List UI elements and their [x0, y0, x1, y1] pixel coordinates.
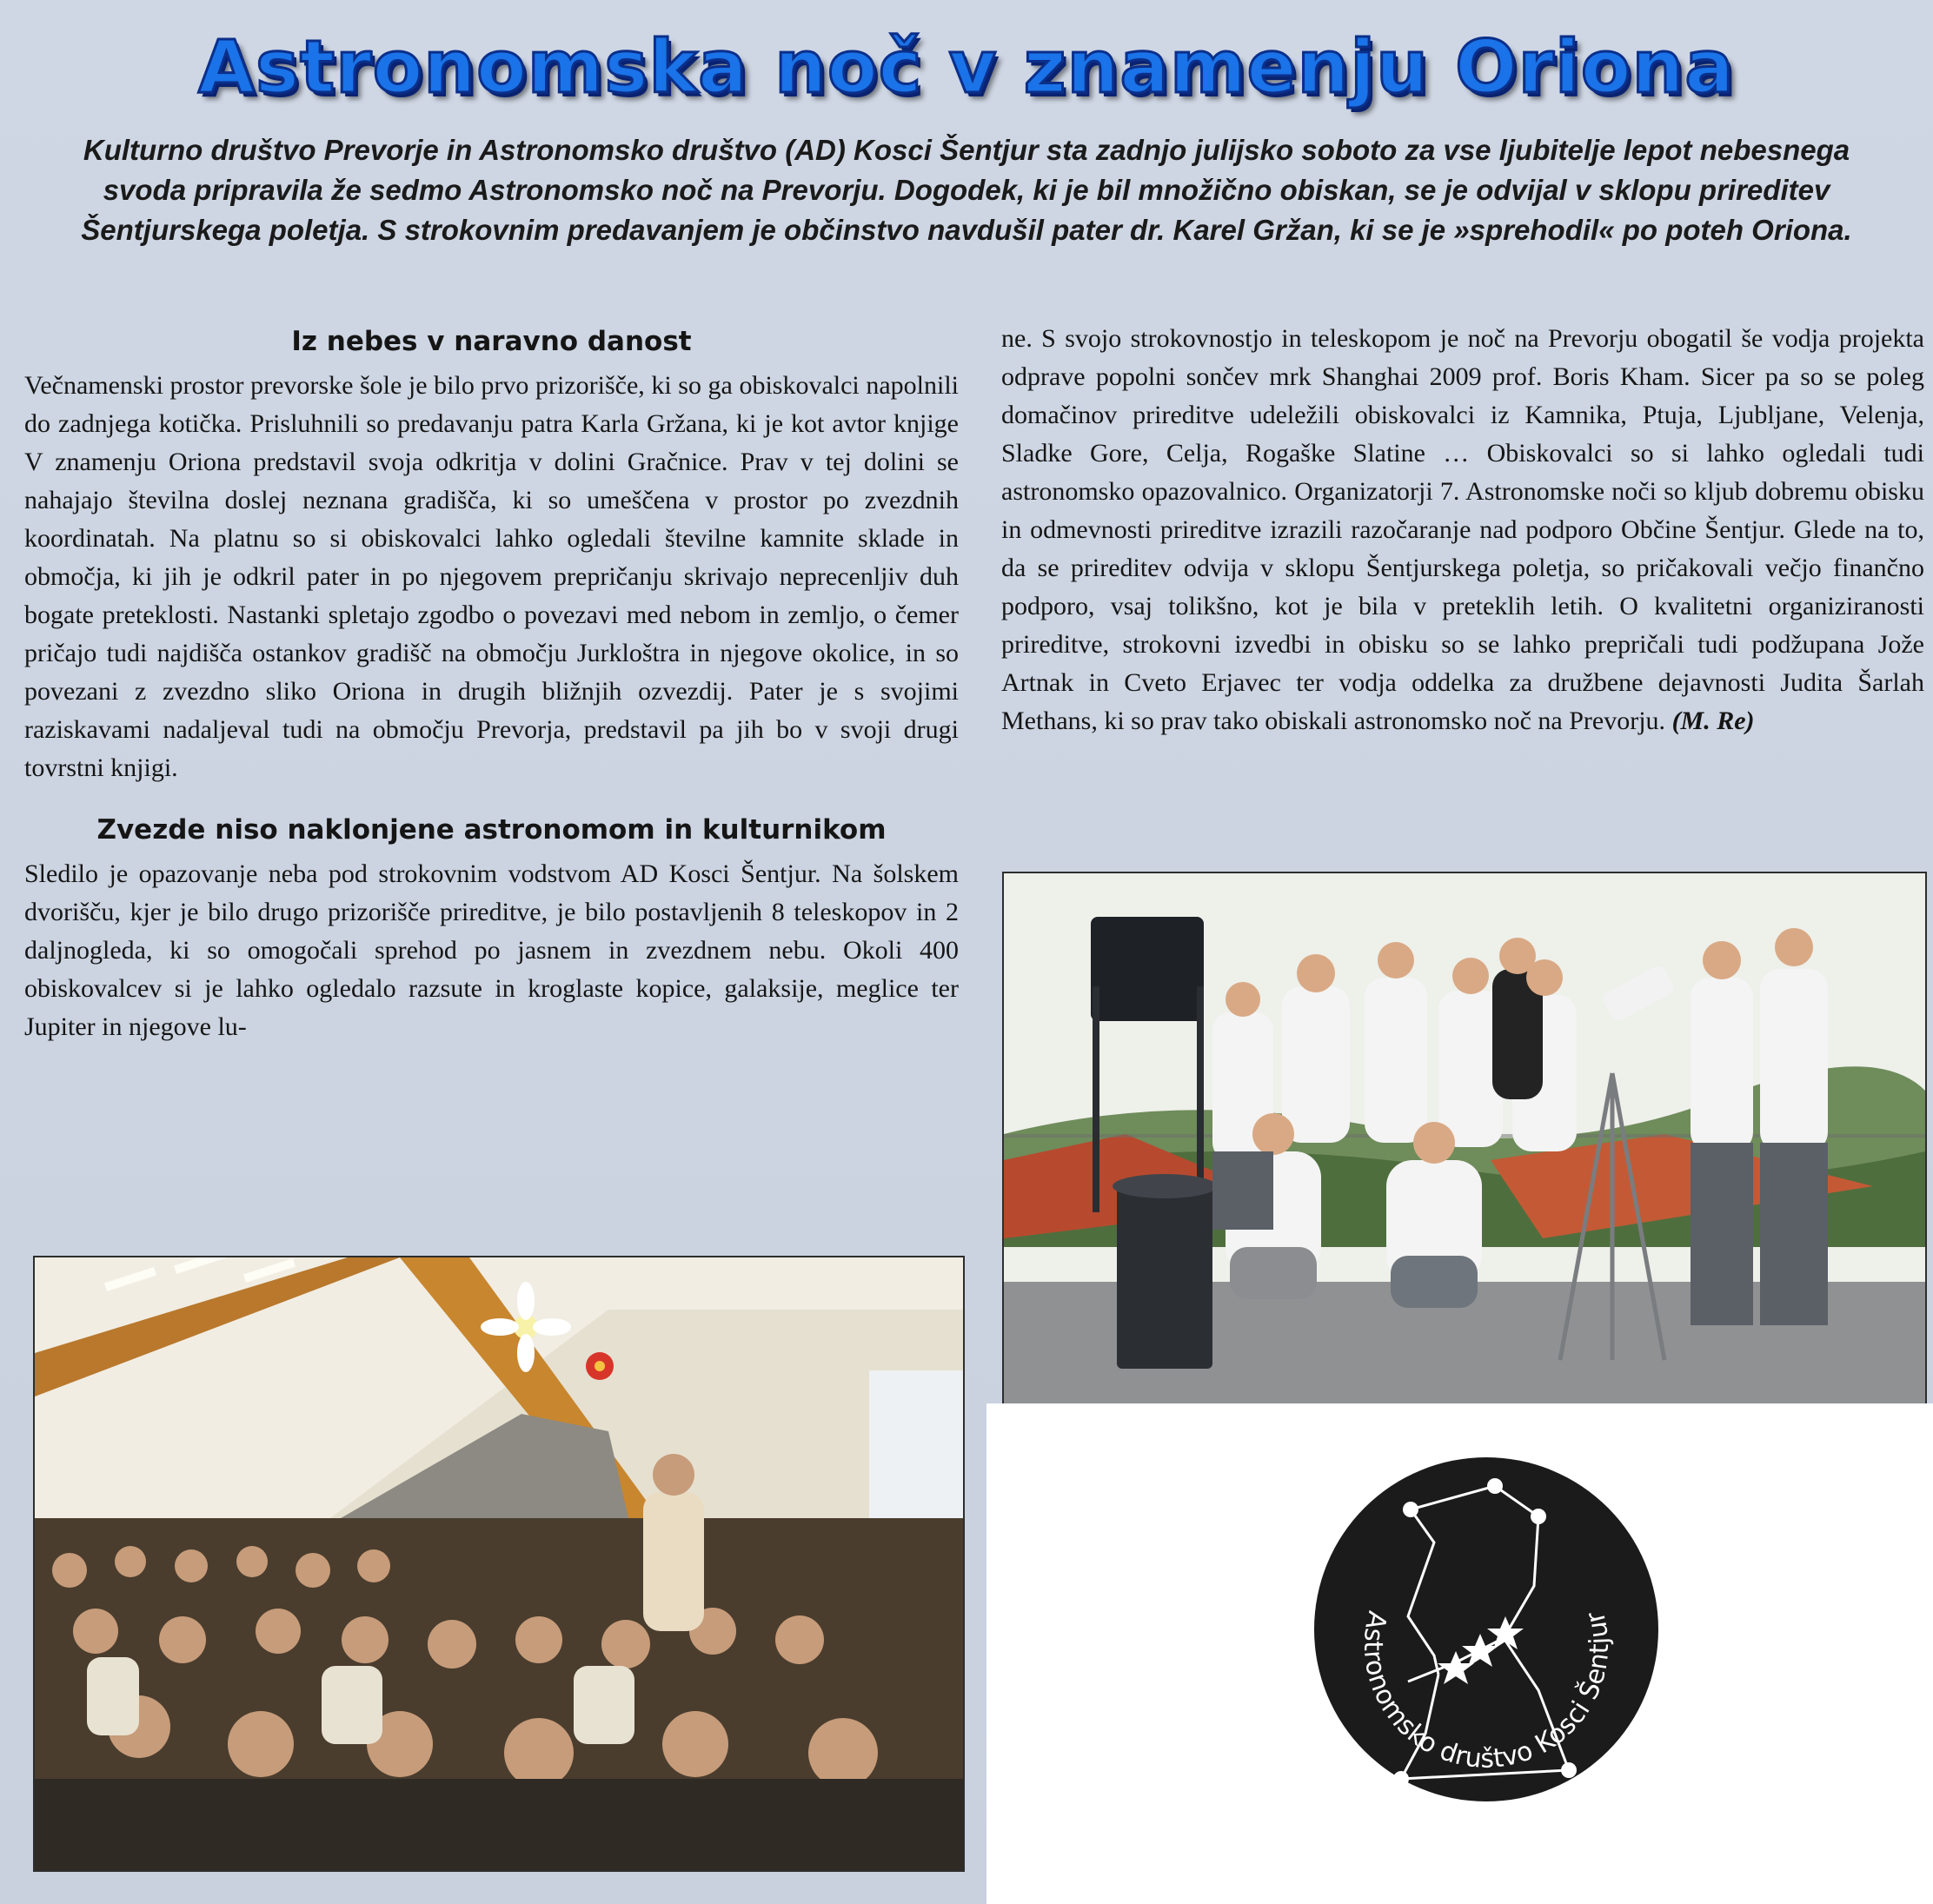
right-column-text: ne. S svojo strokovnostjo in teleskopom je noč na Prevorju obogatil še vodja projekta odprave popolni sončev mrk Shanghai 2009 prof. Boris Kham. Sicer pa so se poleg domačinov prireditve udeležili obiskovalci iz Kamnika, Ptuja, Ljubljane, Velenja, Sladke Gore, Celja, Rogaške Slatine … Obiskovalci so si lahko ogledali tudi astronomsko opazovalnico. Organizatorji 7. Astronomske noči so kljub dobremu obisku in odmevnosti prireditve izrazili razočaranje nad podporo Občine Šentjur. Glede na to, da se prireditev odvija v sklopu Šentjurskega poletja, so pričakovali večjo finančno podporo, vsaj tolikšno, kot je bila v preteklih letih. O kvalitetni organiziranosti prireditve, strokovni izvedbi in obisku so se lahko prepričali tudi podžupana Jože Artnak in Cveto Erjavec ter vodja oddelka za družbene dejavnosti Judita Šarlah Methans, ki so prav tako obiskali astronomsko noč na Prevorju. [1001, 324, 1924, 735]
right-column-body [1001, 320, 1924, 740]
logo-lettering: Astronomsko društvo Kosci Šentjur [1357, 1608, 1616, 1775]
article-headline: Astronomska noč v znamenju Oriona [197, 24, 1735, 109]
lecture-hall-photo [33, 1256, 965, 1872]
team-photo [1002, 872, 1927, 1407]
section1-body: Večnamenski prostor prevorske šole je bilo prvo prizorišče, ki so ga obiskovalci napolnili do zadnjega kotička. Prisluhnili so predavanju patra Karla Gržana, ki je kot avtor knjige V znamenju Oriona predstavil svoja odkritja v dolini Gračnice. Prav v tej dolini se nahajajo številna doslej neznana gradišča, ki so umeščena v prostor po zvezdnih koordinatah. Na platnu so si obiskovalci lahko ogledali številne kamnite sklade in območja, ki jih je odkril pater in po njegovem prepričanju skrivajo neprecenljiv duh bogate preteklosti. Nastanki spletajo zgodbo o povezavi med nebom in zemljo, o čemer pričajo tudi najdišča ostankov gradišč na območju Jurkloštra in njegove okolice, in so povezani z zvezdno sliko Oriona in drugih bližnjih ozvezdij. Pater je s svojimi raziskavami nadaljeval tudi na območju Prevorja, predstavil pa jih bo v svoji drugi tovrstni knjigi. [24, 371, 959, 782]
team-photo-illustration [1004, 873, 1925, 1405]
section2-body: Sledilo je opazovanje neba pod strokovnim vodstvom AD Kosci Šentjur. Na šolskem dvorišču, kjer je bilo drugo prizorišče prireditve, je bilo postavljenih 8 teleskopov in 2 daljnogleda, ki so omogočali sprehod po jasnem in zvezdnem nebu. Okoli 400 obiskovalcev si je lahko ogledalo razsute in kroglaste kopice, galaksije, meglice ter Jupiter in njegove lu- [24, 859, 959, 1041]
left-column [24, 323, 959, 1046]
section2-heading: Zvezde niso naklonjene astronomom in kulturnikom [96, 814, 887, 846]
article-lead: Kulturno društvo Prevorje in Astronomsko društvo (AD) Kosci Šentjur sta zadnjo julijsko soboto za vse ljubitelje lepot nebesnega svoda pripravila že sedmo Astronomsko noč na Prevorju. Dogodek, ki je bil množično obiskan, se je odvijal v sklopu prireditev Šentjurskega poletja. S strokovnim predavanjem je občinstvo navdušil pater dr. Karel Gržan, ki se je »sprehodil« po poteh Oriona. [81, 134, 1852, 246]
right-column [1001, 320, 1924, 740]
author-signature: (M. Re) [1671, 707, 1755, 735]
society-logo [1312, 1456, 1660, 1803]
paper-flower-red [586, 1352, 614, 1380]
lecture-hall-illustration [35, 1257, 963, 1870]
section1-heading: Iz nebes v naravno danost [291, 326, 692, 357]
